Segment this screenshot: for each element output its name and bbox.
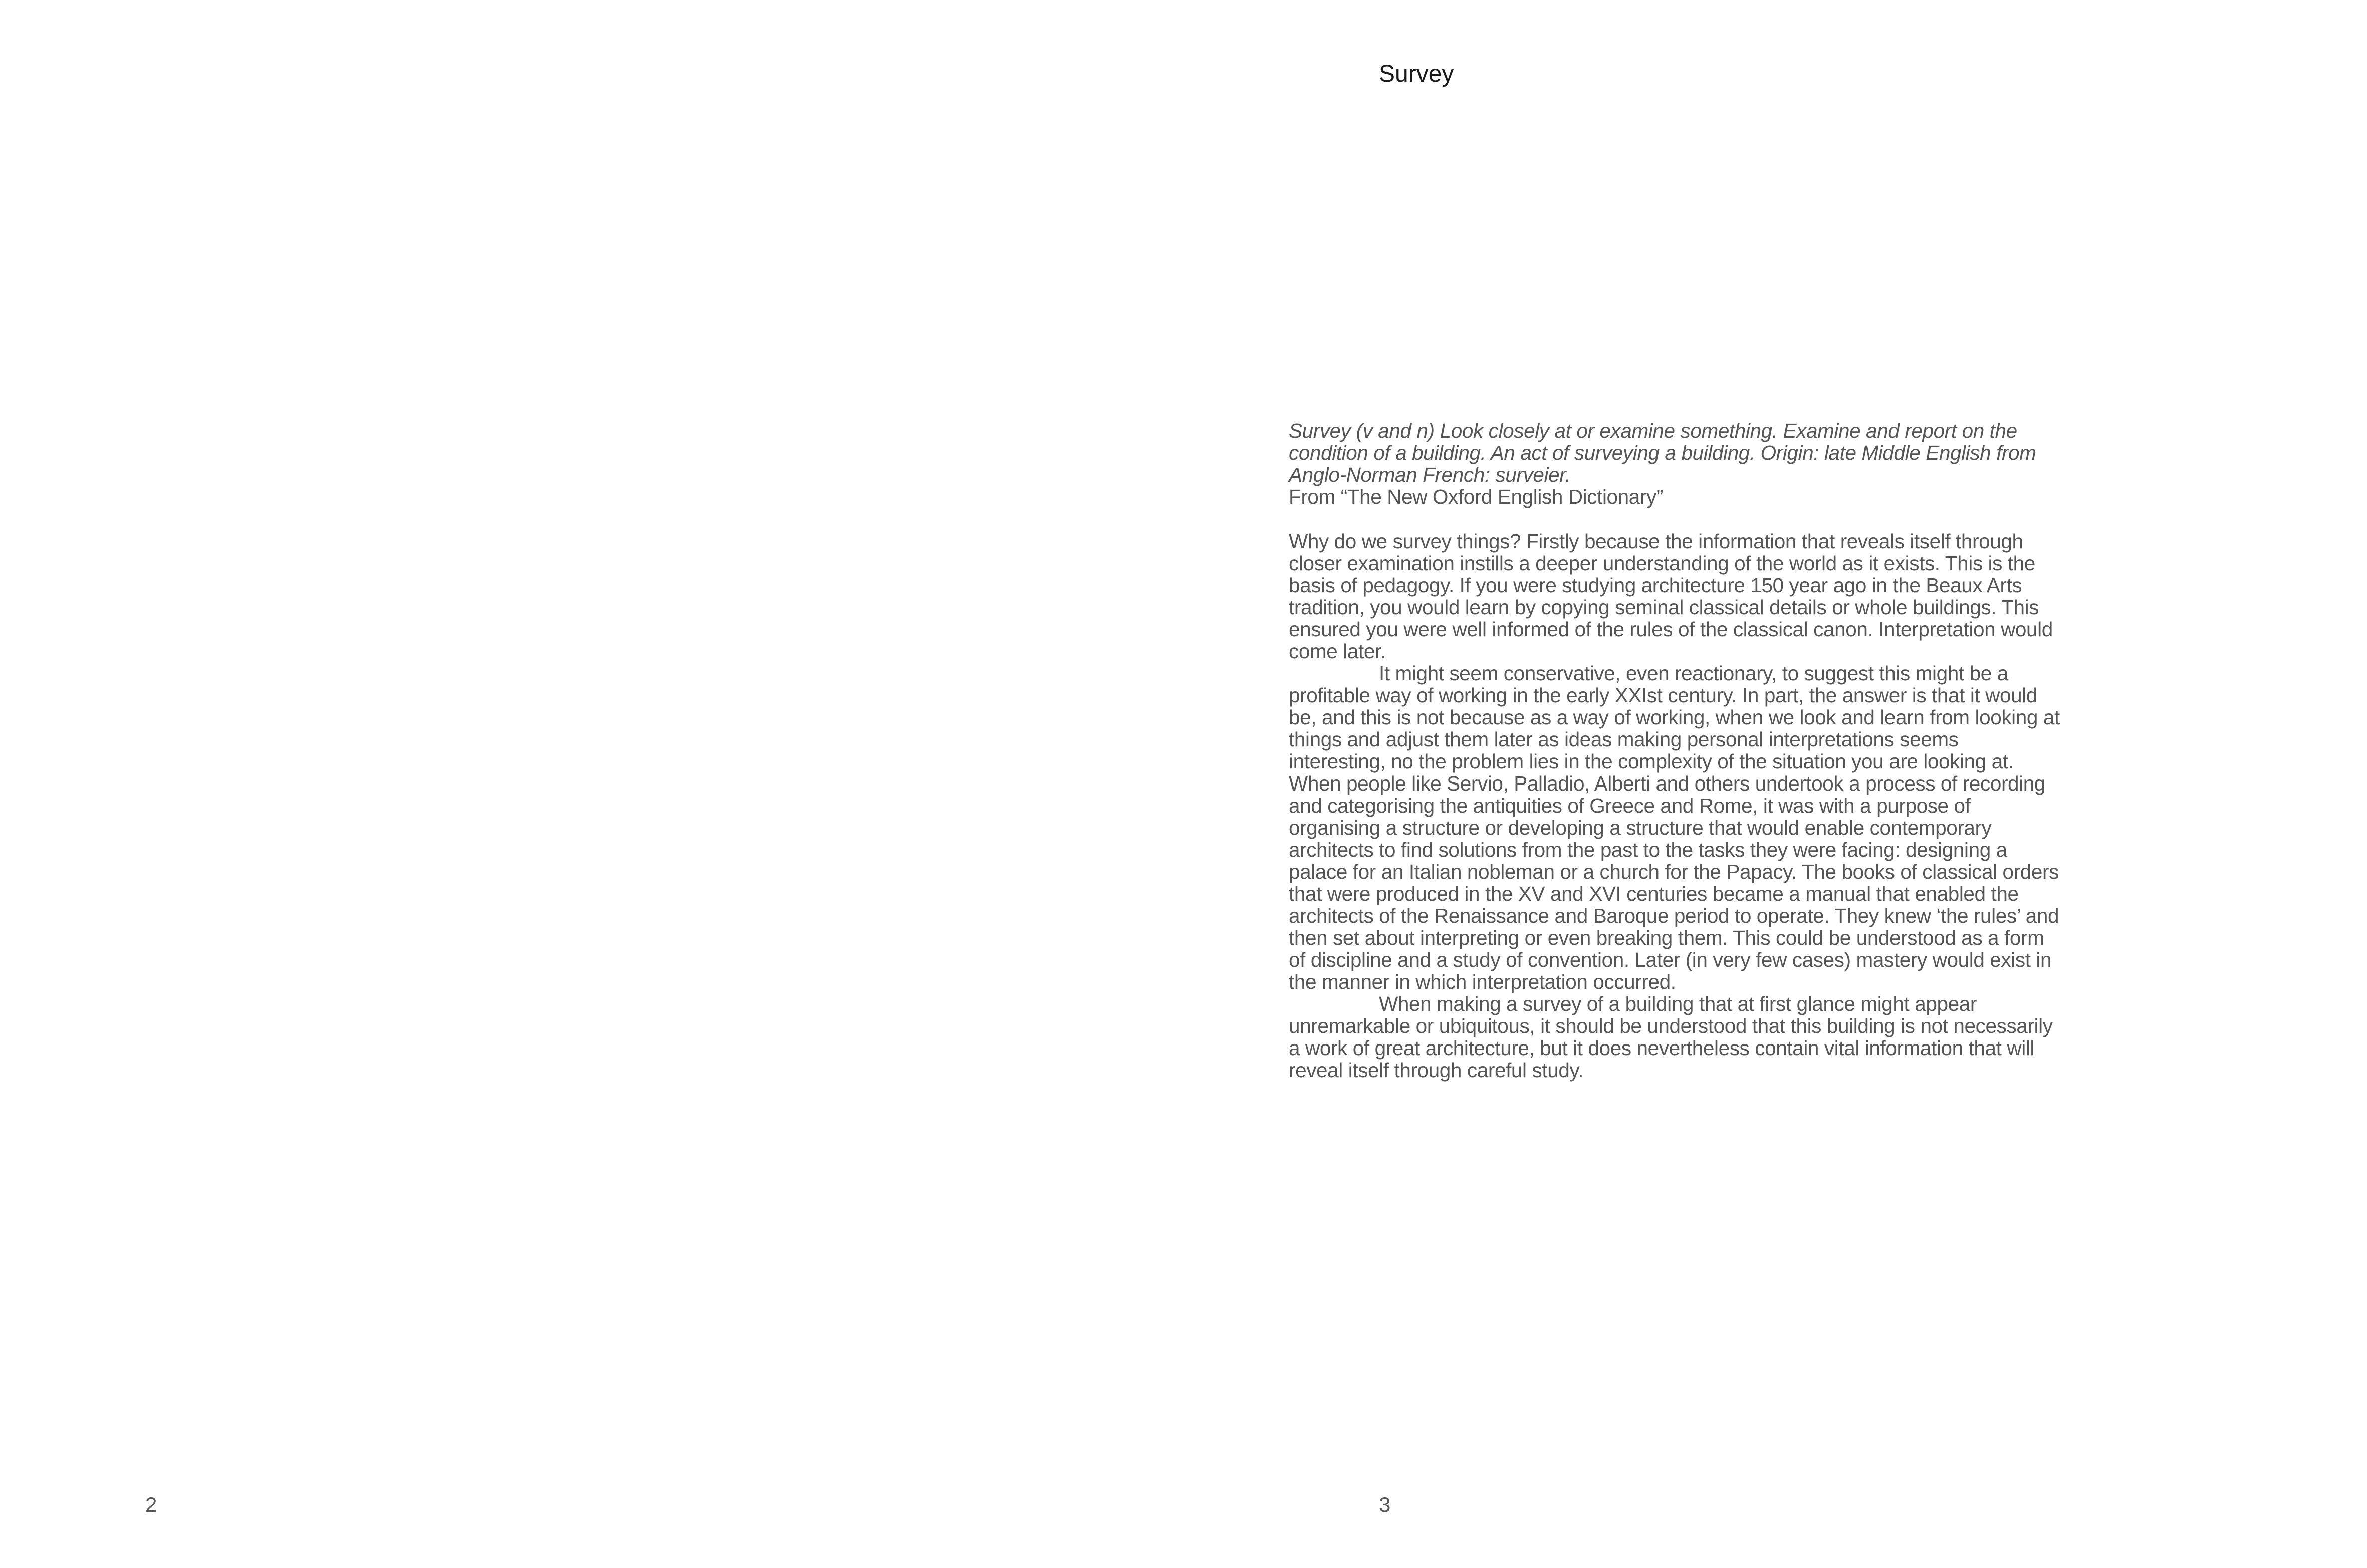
body-text xyxy=(1289,530,2060,1081)
body-paragraph: Why do we survey things? Firstly because the information that reveals itself through closer examination instills a deeper understanding of the world as it exists. This is the basis of pedagogy. If you were studying architecture 150 year ago in the Beaux Arts tradition, you would learn by copying seminal classical details or whole buildings. This ensured you were well informed of the rules of the classical canon. Interpretation would come later. xyxy=(1289,530,2053,663)
definition-source: From “The New Oxford English Dictionary” xyxy=(1289,485,1663,508)
body-paragraph: It might seem conservative, even reactionary, to suggest this might be a profitable way of working in the early XXIst century. In part, the answer is that it would be, and this is not because as a way of working, when we look and learn from looking at things and adjust them later as ideas making personal interpretations seems interesting, no the problem lies in the complexity of the situation you are looking at. When people like Servio, Palladio, Alberti and others undertook a process of recording and categorising the antiquities of Greece and Rome, it was with a purpose of organising a structure or developing a structure that would enable contemporary architects to find solutions from the past to the tasks they were facing: designing a palace for an Italian nobleman or a church for the Papacy. The books of classical orders that were produced in the XV and XVI centuries became a manual that enabled the architects of the Renaissance and Baroque period to operate. They knew ‘the rules’ and then set about interpreting or even breaking them. This could be understood as a form of discipline and a study of convention. Later (in very few cases) mastery would exist in the manner in which interpretation occurred. xyxy=(1289,662,2060,993)
body-paragraph: When making a survey of a building that at first glance might appear unremarkable or ubiquitous, it should be understood that this building is not necessarily a work of great architecture, but it does nevertheless contain vital information that will reveal itself through careful study. xyxy=(1289,992,2053,1082)
text-block xyxy=(1289,420,2060,1081)
page-number-right: 3 xyxy=(1379,1493,1391,1516)
running-title: Survey xyxy=(1379,61,1454,87)
dictionary-definition: Survey (v and n) Look closely at or examine something. Examine and report on the condition of a building. An act of surveying a building. Origin: late Middle English from Anglo-Norman French: surveier. xyxy=(1289,419,2036,486)
right-page xyxy=(1184,0,2367,1568)
page-number-left: 2 xyxy=(145,1493,157,1516)
